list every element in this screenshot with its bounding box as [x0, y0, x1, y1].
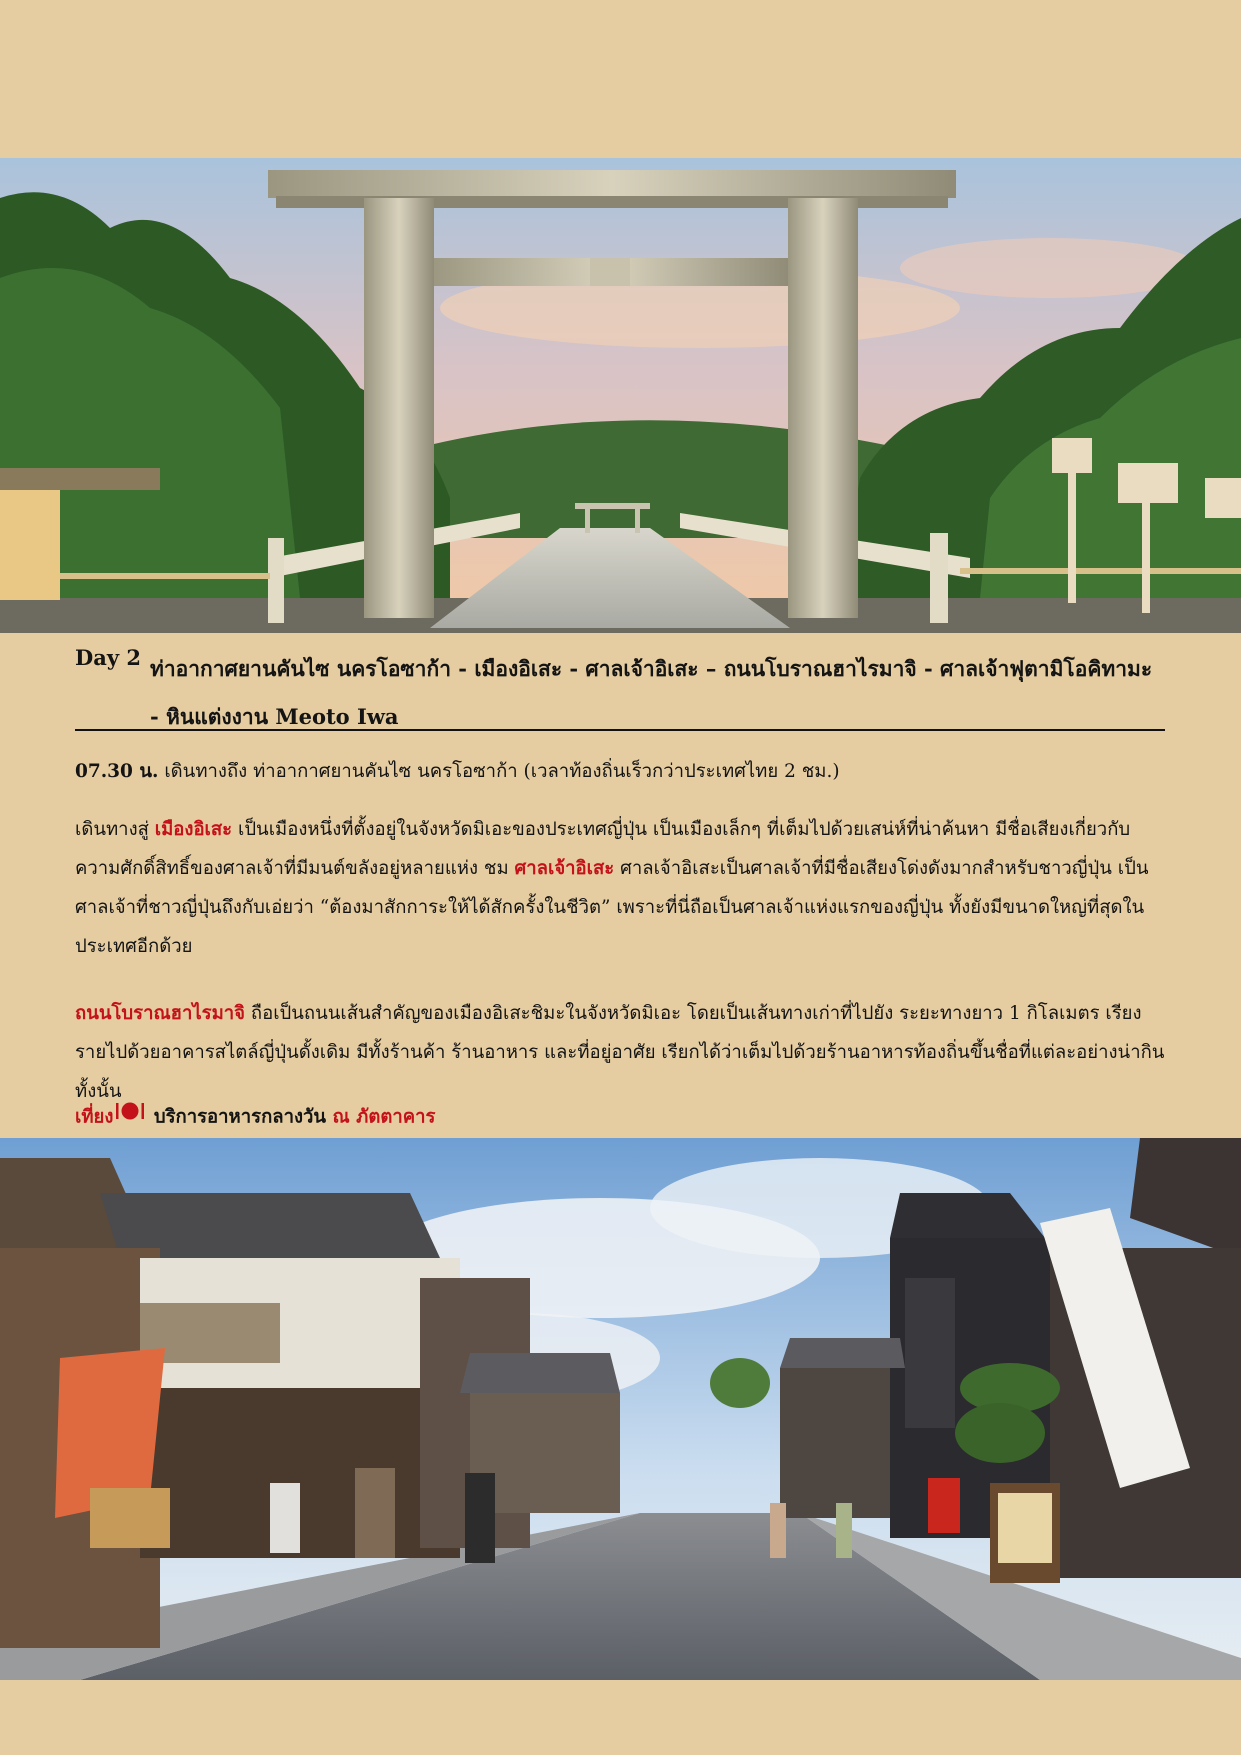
street-paragraph [75, 994, 1165, 1111]
lunch-venue: ณ ภัตตาคาร [332, 1106, 436, 1128]
header-divider [75, 729, 1165, 731]
ise-shrine-description: ศาลเจ้าอิเสะเป็นศาลเจ้าที่มีชื่อเสียงโด่งดังมากสำหรับชาวญี่ปุ่น เป็นศาลเจ้าที่ชาวญี่ปุ่นถึงกับเอ่ยว่า “ต้องมาสักการะให้ได้สักครั้งในชีวิต” เพราะที่นี่ถือเป็นศาลเจ้าแห่งแรกของญี่ปุ่น ทั้งยังมีขนาดใหญ่ที่สุดในประเทศอีกด้วย [75, 858, 1149, 957]
arrival-line [75, 752, 1165, 791]
street-name-highlight: ถนนโบราณฮาไรมาจิ [75, 1003, 246, 1024]
ise-city-highlight: เมืองอิเสะ [154, 819, 233, 840]
arrival-time: 07.30 น. [75, 761, 159, 782]
ise-paragraph [75, 810, 1165, 966]
lunch-text: บริการอาหารกลางวัน [147, 1106, 333, 1128]
photo-oharai-street [0, 1138, 1241, 1680]
day-label: Day 2 [75, 645, 141, 670]
arrival-text: เดินทางถึง ท่าอากาศยานคันไซ นครโอซาก้า (เวลาท้องถิ่นเร็วกว่าประเทศไทย 2 ชม.) [158, 761, 840, 782]
lunch-label: เที่ยง [75, 1106, 114, 1128]
ise-shrine-highlight: ศาลเจ้าอิเสะ [514, 858, 615, 879]
photo-torii-gate [0, 158, 1241, 633]
street-description: ถือเป็นถนนเส้นสำคัญของเมืองอิเสะชิมะในจังหวัดมิเอะ โดยเป็นเส้นทางเก่าที่ไปยัง ระยะทางยาว 1 กิโลเมตร เรียงรายไปด้วยอาคารสไตล์ญี่ปุ่นดั้งเดิม มีทั้งร้านค้า ร้านอาหาร และที่อยู่อาศัย เรียกได้ว่าเต็มไปด้วยร้านอาหารท้องถิ่นขึ้นชื่อที่แต่ละอย่างน่ากินทั้งนั้น [75, 1003, 1165, 1102]
day-title: ท่าอากาศยานคันไซ นครโอซาก้า - เมืองอิเสะ - ศาลเจ้าอิเสะ – ถนนโบราณฮาไรมาจิ - ศาลเจ้าฟุตามิโอคิทามะ - หินแต่งงาน Meoto Iwa [150, 656, 1153, 729]
meal-plate-icon [115, 1096, 145, 1135]
lunch-line [75, 1096, 1165, 1139]
ise-description: เป็นเมืองหนึ่งที่ตั้งอยู่ในจังหวัดมิเอะของประเทศญี่ปุ่น เป็นเมืองเล็กๆ ที่เต็มไปด้วยเสน่ห์ที่น่าค้นหา มีชื่อเสียงเกี่ยวกับความศักดิ์สิทธิ์ของศาลเจ้าที่มีมนต์ขลังอยู่หลายแห่ง ชม [75, 819, 1131, 879]
ise-intro: เดินทางสู่ [75, 819, 155, 840]
